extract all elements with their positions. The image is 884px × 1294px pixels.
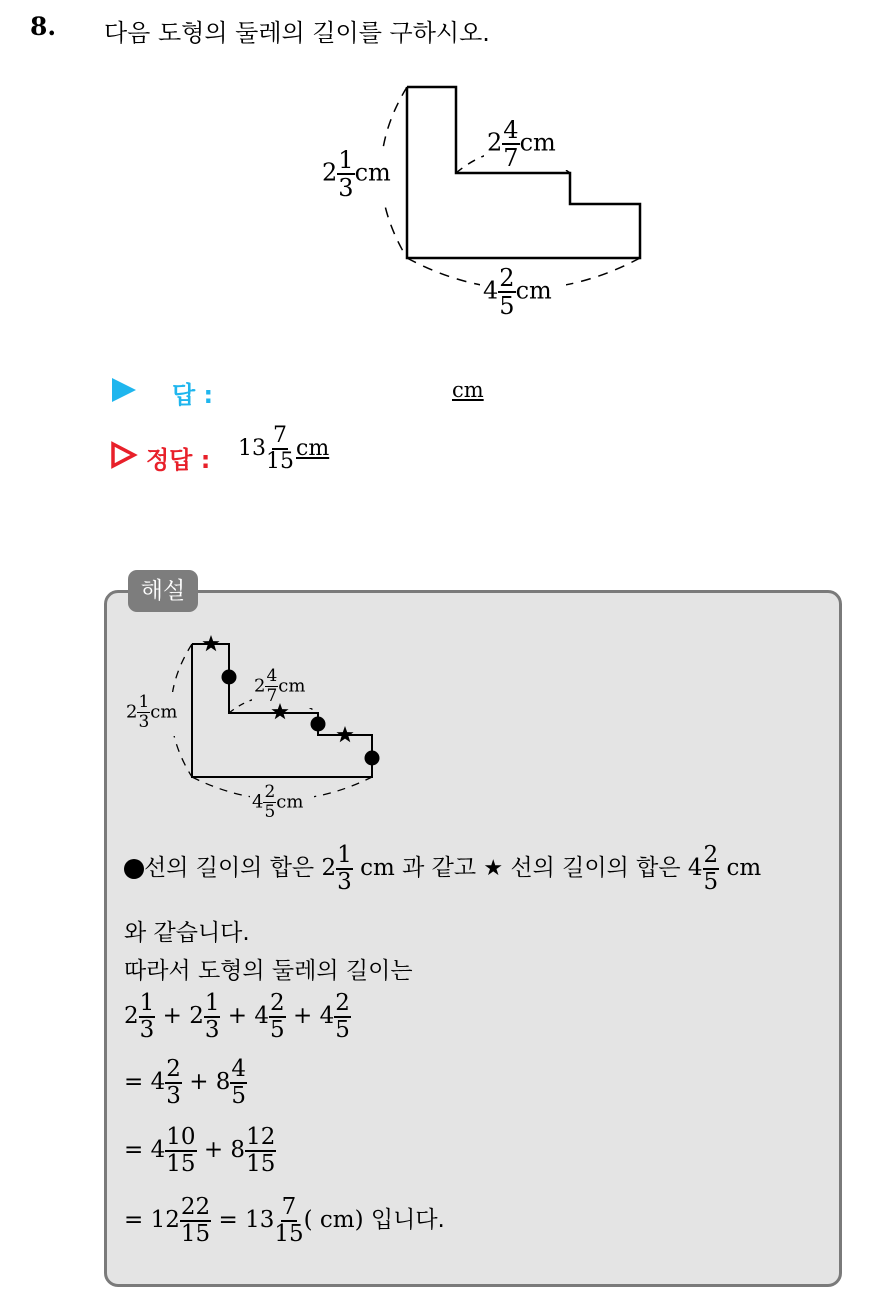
correct-marker-icon — [110, 441, 138, 469]
correct-label: 정답 : — [146, 446, 211, 474]
solution-step-label: 2 $\frac{4}{7}$ cm — [254, 666, 306, 706]
correct-unit: cm — [296, 436, 330, 461]
step-label: 2 $\frac{4}{7}$ cm — [487, 116, 556, 172]
solution-left-label: 2 $\frac{1}{3}$ cm — [126, 692, 178, 732]
main-figure — [300, 75, 660, 325]
solution-tag: 해설 — [128, 570, 198, 612]
left-label-unit: cm — [354, 158, 391, 187]
left-label — [322, 148, 391, 200]
question-text: 다음 도형의 둘레의 길이를 구하시오. — [104, 19, 490, 47]
star-icon: ★ — [483, 856, 504, 881]
answer-unit: cm — [452, 378, 484, 402]
solution-sentence-1: 선의 길이의 합은 2 $\frac{1}{3}$ cm 과 같고 ★ 선의 길이의 합은 4 $\frac{2}{5}$ cm — [124, 844, 761, 894]
answer-label: 답 : — [172, 381, 214, 409]
equation-line-3: = 4 $\frac{10}{15}$ + 8 $\frac{12}{15}$ — [124, 1124, 276, 1177]
solution-bottom-label: 4 $\frac{2}{5}$ cm — [252, 782, 304, 822]
answer-marker-icon — [112, 378, 136, 402]
answer-blank[interactable] — [452, 378, 484, 402]
solution-sentence-3: 따라서 도형의 둘레의 길이는 — [124, 958, 413, 984]
bottom-label: 4 $\frac{2}{5}$ cm — [483, 264, 552, 320]
question-number: 8. — [30, 12, 57, 41]
left-label-whole: 2 — [322, 158, 338, 187]
correct-value: 13 $\frac{7}{15}$ cm — [238, 423, 330, 474]
solution-sentence-2: 와 같습니다. — [124, 920, 250, 946]
left-label-fraction: $\frac{1}{3}$ — [338, 146, 354, 202]
dot-icon — [124, 859, 144, 879]
equation-line-4: = 12 $\frac{22}{15}$ = 13 $\frac{7}{15}$ ( cm) 입니다. — [124, 1194, 445, 1247]
figure-outline — [407, 87, 640, 258]
equation-line-1: 2 $\frac{1}{3}$ + 2 $\frac{1}{3}$ + 4 $\frac{2}{5}$ + 4 $\frac{2}{5}$ — [124, 990, 350, 1043]
equation-line-2: = 4 $\frac{2}{3}$ + 8 $\frac{4}{5}$ — [124, 1056, 247, 1109]
